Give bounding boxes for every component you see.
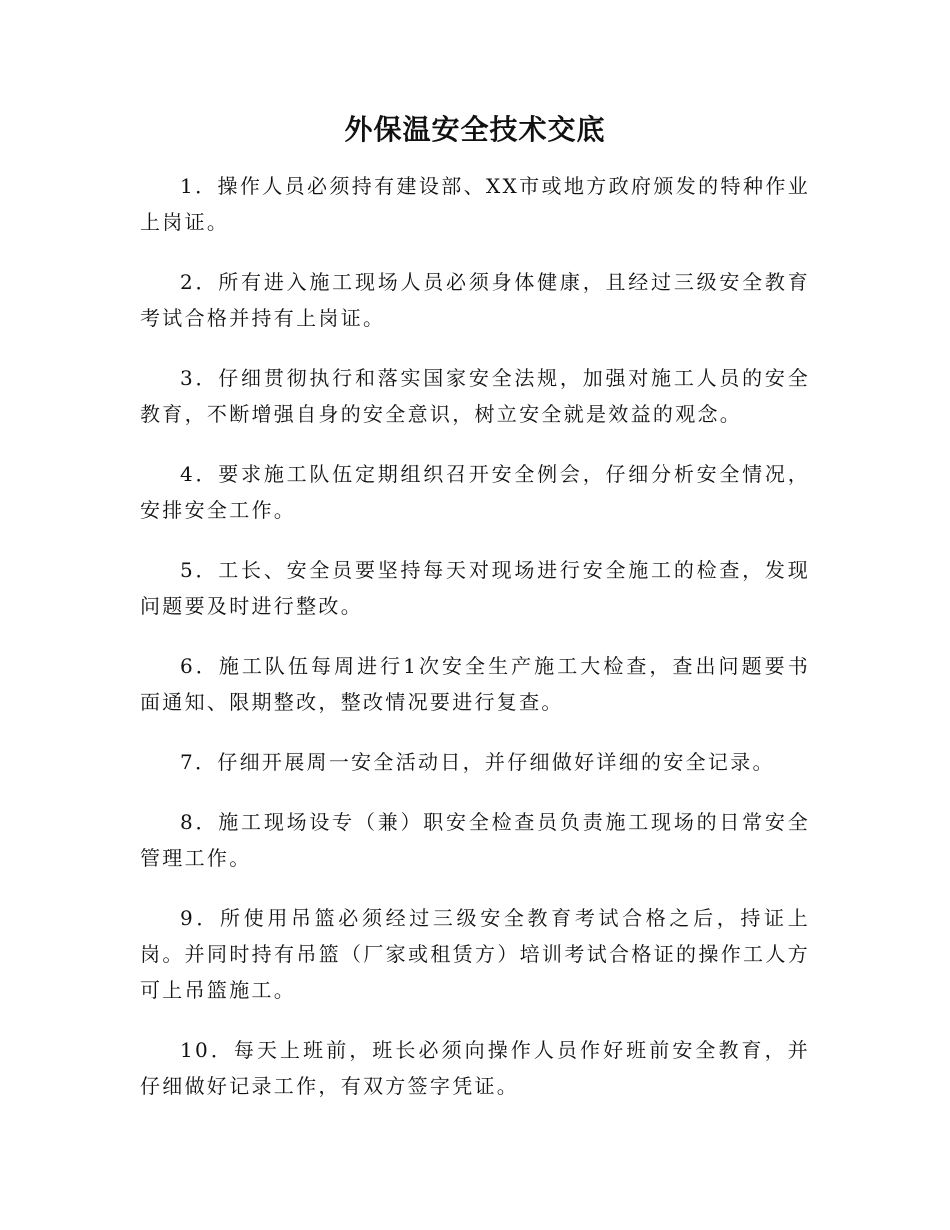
- list-item: 9．所使用吊篮必须经过三级安全教育考试合格之后，持证上岗。并同时持有吊篮（厂家或租赁方）培训考试合格证的操作工人方可上吊篮施工。: [140, 906, 810, 1002]
- document-title: 外保温安全技术交底: [344, 113, 606, 146]
- list-item: 4．要求施工队伍定期组织召开安全例会，仔细分析安全情况，安排安全工作。: [140, 462, 810, 522]
- list-item: 6．施工队伍每周进行1次安全生产施工大检查，查出问题要书面通知、限期整改，整改情况要进行复查。: [140, 654, 810, 714]
- list-item: 5．工长、安全员要坚持每天对现场进行安全施工的检查，发现问题要及时进行整改。: [140, 558, 810, 618]
- list-item: 2．所有进入施工现场人员必须身体健康，且经过三级安全教育考试合格并持有上岗证。: [140, 270, 810, 330]
- list-item: 3．仔细贯彻执行和落实国家安全法规，加强对施工人员的安全教育，不断增强自身的安全意识，树立安全就是效益的观念。: [140, 366, 810, 426]
- item-list: [140, 168, 810, 1128]
- list-item: 8．施工现场设专（兼）职安全检查员负责施工现场的日常安全管理工作。: [140, 810, 810, 870]
- list-item: 1．操作人员必须持有建设部、XX市或地方政府颁发的特种作业上岗证。: [140, 174, 810, 234]
- list-item: 7．仔细开展周一安全活动日，并仔细做好详细的安全记录。: [180, 750, 775, 774]
- list-item: 10．每天上班前，班长必须向操作人员作好班前安全教育，并仔细做好记录工作，有双方签字凭证。: [140, 1038, 810, 1098]
